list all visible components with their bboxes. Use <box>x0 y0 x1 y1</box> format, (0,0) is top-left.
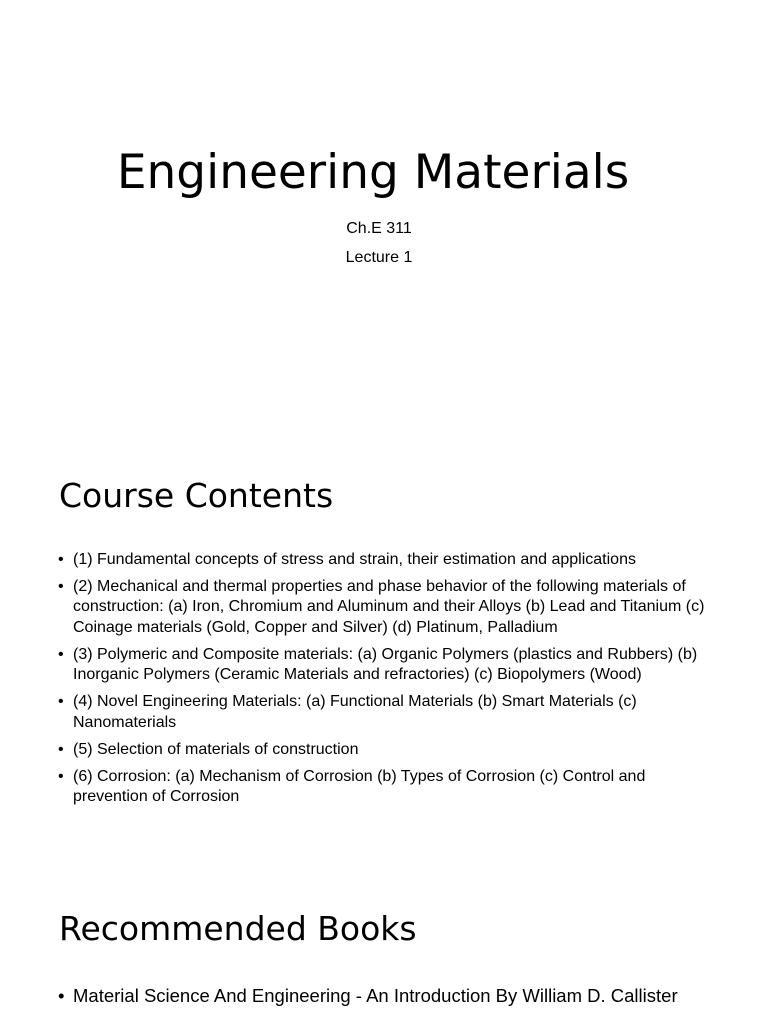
list-item <box>58 740 718 760</box>
list-item-text: (5) Selection of materials of construction <box>73 740 359 758</box>
list-item <box>58 550 718 570</box>
list-item-text: (3) Polymeric and Composite materials: (a) Organic Polymers (plastics and Rubbers) (b) Inorganic Polymers (Ceramic Materials and refractories) (c) Biopolymers (Wood) <box>73 645 698 684</box>
recommended-books-heading: Recommended Books <box>59 909 417 948</box>
recommended-books-list <box>58 985 718 1014</box>
slide-title: Engineering Materials <box>116 145 630 200</box>
list-item <box>58 577 718 638</box>
bullet-icon: • <box>58 693 64 711</box>
list-item <box>58 692 718 733</box>
bullet-icon: • <box>58 985 65 1006</box>
bullet-icon: • <box>58 767 64 785</box>
bullet-icon: • <box>58 645 64 663</box>
list-item-text: (6) Corrosion: (a) Mechanism of Corrosion (b) Types of Corrosion (c) Control and prevention of Corrosion <box>73 767 646 806</box>
bullet-icon: • <box>58 740 64 758</box>
list-item-text: (1) Fundamental concepts of stress and strain, their estimation and applications <box>73 551 636 568</box>
bullet-icon: • <box>58 551 64 568</box>
list-item <box>58 645 718 686</box>
bullet-icon: • <box>58 578 64 595</box>
list-item <box>58 767 718 808</box>
list-item-text: (4) Novel Engineering Materials: (a) Functional Materials (b) Smart Materials (c) Nanomaterials <box>73 693 637 731</box>
list-item-text: (2) Mechanical and thermal properties and phase behavior of the following materials of construction: (a) Iron, Chromium and Aluminum and their Alloys (b) Lead and Titanium (c) Coinage materials (Gold, Copper and Silver) (d) Platinum, Palladium <box>73 578 705 636</box>
course-code: Ch.E 311 <box>346 220 412 237</box>
lecture-number: Lecture 1 <box>345 249 413 266</box>
list-item-text: Material Science And Engineering - An Introduction By William D. Callister <box>73 985 678 1006</box>
course-contents-heading: Course Contents <box>59 476 334 515</box>
course-contents-list <box>58 550 718 814</box>
list-item <box>58 985 718 1007</box>
